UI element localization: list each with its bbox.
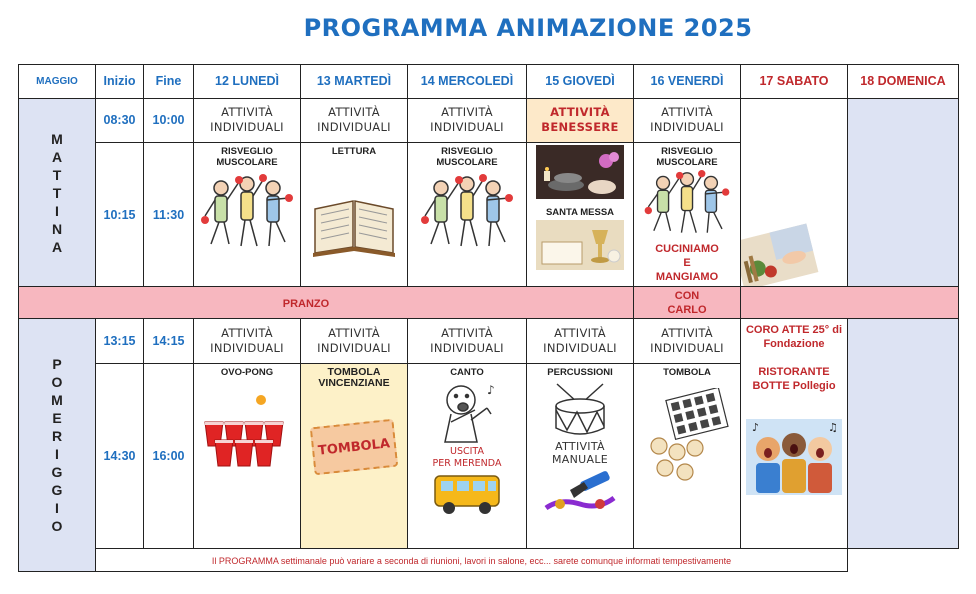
activity-label: OVO-PONG — [220, 366, 274, 378]
morning-slot2-end: 11:30 — [144, 143, 194, 287]
outing-line: PER MERENDA — [432, 457, 502, 469]
activity-label: RISVEGLIO MUSCOLARE — [436, 146, 498, 169]
activity-line: INDIVIDUALI — [317, 340, 391, 355]
tue-afternoon-1 — [301, 318, 408, 363]
tue-morning-1 — [301, 98, 408, 143]
day-header-tuesday: 13 MARTEDÌ — [301, 65, 408, 99]
activity-line: ATTIVITÀ — [221, 105, 273, 120]
lunch-friday — [634, 287, 741, 318]
svg-text:♪: ♪ — [487, 382, 495, 397]
restaurant-line: RISTORANTE — [758, 365, 830, 378]
day-header-sunday: 18 DOMENICA — [848, 65, 959, 99]
afternoon-label — [19, 318, 96, 571]
activity-line: ATTIVITÀ — [661, 105, 713, 120]
activity-label: CANTO — [450, 366, 484, 378]
open-book-icon — [311, 181, 397, 261]
manual-line: ATTIVITÀ — [555, 439, 605, 453]
activity-line: INDIVIDUALI — [430, 340, 504, 355]
afternoon-letter: I — [55, 445, 59, 462]
afternoon-letter: O — [51, 373, 63, 390]
day-header-saturday: 17 SABATO — [741, 65, 848, 99]
activity-line: ATTIVITÀ — [221, 325, 273, 340]
sat-afternoon — [741, 318, 848, 548]
day-header-monday: 12 LUNEDÌ — [194, 65, 301, 99]
beer-pong-cups-icon — [199, 392, 295, 476]
note-row — [19, 548, 959, 571]
activity-label: PERCUSSIONI — [547, 366, 613, 378]
note-cell — [96, 548, 848, 571]
afternoon-slot1-start: 13:15 — [96, 318, 144, 363]
activity-label: TOMBOLA VINCENZIANE — [318, 365, 390, 389]
paint-brush-icon — [540, 468, 620, 516]
cooking-photo-icon — [741, 216, 822, 287]
start-header: Inizio — [96, 65, 144, 99]
bingo-board-icon — [645, 388, 729, 484]
activity-line: INDIVIDUALI — [650, 120, 724, 135]
activity-line: ATTIVITÀ — [441, 105, 493, 120]
afternoon-slot1-row — [19, 318, 959, 363]
activity-label: TOMBOLA — [663, 366, 711, 378]
morning-letter: T — [52, 166, 62, 183]
cooking-line: MANGIAMO — [655, 271, 719, 284]
activity-line: ATTIVITÀ — [441, 325, 493, 340]
afternoon-slot2-start: 14:30 — [96, 363, 144, 548]
activity-line: ATTIVITÀ — [328, 325, 380, 340]
thu-morning-1 — [527, 98, 634, 143]
fri-afternoon-2 — [634, 363, 741, 548]
activity-label: RISVEGLIO MUSCOLARE — [656, 146, 718, 169]
fri-morning-1 — [634, 98, 741, 143]
activity-label: RISVEGLIO MUSCOLARE — [216, 146, 278, 169]
page-title: PROGRAMMA ANIMAZIONE 2025 — [303, 14, 753, 42]
afternoon-letter: E — [52, 409, 62, 426]
activity-line: INDIVIDUALI — [650, 340, 724, 355]
program-note: Il PROGRAMMA settimanale può variare a seconda di riunioni, lavori in salone, ecc... sarete comunque informati tempestivamente — [211, 555, 732, 566]
cooking-line: CUCINIAMO — [655, 243, 719, 256]
school-bus-icon — [431, 472, 503, 516]
day-header-wednesday: 14 MERCOLEDÌ — [408, 65, 527, 99]
afternoon-letter: I — [55, 499, 59, 516]
outing-line: USCITA — [450, 445, 484, 457]
sat-morning — [741, 98, 848, 287]
choir-line: Fondazione — [763, 337, 825, 350]
note-empty — [848, 548, 959, 571]
wed-afternoon-1 — [408, 318, 527, 363]
thu-morning-2 — [527, 143, 634, 287]
schedule-table — [18, 64, 959, 572]
svg-text:♫: ♫ — [828, 420, 838, 434]
tombola-ticket — [310, 418, 399, 475]
activity-line: INDIVIDUALI — [210, 340, 284, 355]
exercising-seniors-icon — [419, 170, 515, 256]
afternoon-letter: M — [51, 391, 63, 408]
afternoon-letter: G — [51, 481, 63, 498]
day-header-thursday: 15 GIOVEDÌ — [527, 65, 634, 99]
wed-morning-2 — [408, 143, 527, 287]
fri-afternoon-1 — [634, 318, 741, 363]
mon-afternoon-2 — [194, 363, 301, 548]
tue-afternoon-2 — [301, 363, 408, 548]
activity-line: INDIVIDUALI — [317, 120, 391, 135]
lunch-label: PRANZO — [282, 297, 330, 310]
cooking-line: CARLO — [667, 303, 707, 316]
wed-afternoon-2 — [408, 363, 527, 548]
afternoon-slot2-end: 16:00 — [144, 363, 194, 548]
end-header: Fine — [144, 65, 194, 99]
restaurant-line: BOTTE Pollegio — [752, 379, 836, 392]
lunch-row — [19, 287, 959, 318]
thu-afternoon-1 — [527, 318, 634, 363]
exercising-seniors-icon — [199, 170, 295, 256]
choir-line: CORO ATTE 25° di — [745, 323, 843, 336]
activity-line: INDIVIDUALI — [430, 120, 504, 135]
morning-label — [19, 98, 96, 287]
manual-line: MANUALE — [552, 452, 608, 466]
afternoon-letter: O — [51, 517, 63, 534]
svg-text:♪: ♪ — [752, 420, 760, 434]
cooking-line: CON — [674, 289, 700, 302]
activity-label: SANTA MESSA — [545, 207, 615, 219]
morning-letter: T — [52, 184, 62, 201]
activity-line: INDIVIDUALI — [543, 340, 617, 355]
fri-morning-2 — [634, 143, 741, 287]
cooking-line: E — [683, 257, 691, 270]
activity-label: LETTURA — [331, 146, 377, 158]
tue-morning-2 — [301, 143, 408, 287]
morning-letter: M — [51, 130, 63, 147]
morning-letter: A — [51, 238, 63, 255]
morning-slot2-start: 10:15 — [96, 143, 144, 287]
activity-line: ATTIVITÀ — [328, 105, 380, 120]
singing-children-icon — [746, 419, 842, 495]
afternoon-letter: R — [51, 427, 63, 444]
activity-line: ATTIVITÀ — [661, 325, 713, 340]
mon-morning-2 — [194, 143, 301, 287]
exercising-seniors-icon — [642, 170, 732, 240]
lunch-weekend — [741, 287, 959, 318]
morning-slot1-end: 10:00 — [144, 98, 194, 143]
activity-line: ATTIVITÀ — [550, 105, 610, 120]
sun-afternoon — [848, 318, 959, 548]
sun-morning — [848, 98, 959, 287]
tombola-ticket-text: TOMBOLA — [317, 435, 391, 458]
header-row — [19, 65, 959, 99]
drum-icon — [547, 380, 613, 440]
wed-morning-1 — [408, 98, 527, 143]
lunch-cell — [19, 287, 634, 318]
afternoon-letter: P — [52, 355, 62, 372]
activity-line: ATTIVITÀ — [554, 325, 606, 340]
activity-line: INDIVIDUALI — [210, 120, 284, 135]
day-header-friday: 16 VENERDÌ — [634, 65, 741, 99]
thu-afternoon-2 — [527, 363, 634, 548]
mon-morning-1 — [194, 98, 301, 143]
morning-letter: A — [51, 148, 63, 165]
morning-letter: I — [55, 202, 59, 219]
mass-chalice-photo-icon — [536, 220, 624, 270]
afternoon-slot1-end: 14:15 — [144, 318, 194, 363]
spa-stones-photo-icon — [536, 145, 624, 199]
morning-slot1-row — [19, 98, 959, 143]
month-header: MAGGIO — [19, 65, 96, 99]
afternoon-letter: G — [51, 463, 63, 480]
mon-afternoon-1 — [194, 318, 301, 363]
morning-slot1-start: 08:30 — [96, 98, 144, 143]
activity-line: BENESSERE — [541, 120, 619, 135]
morning-letter: N — [51, 220, 63, 237]
singing-boy-icon — [431, 380, 503, 446]
